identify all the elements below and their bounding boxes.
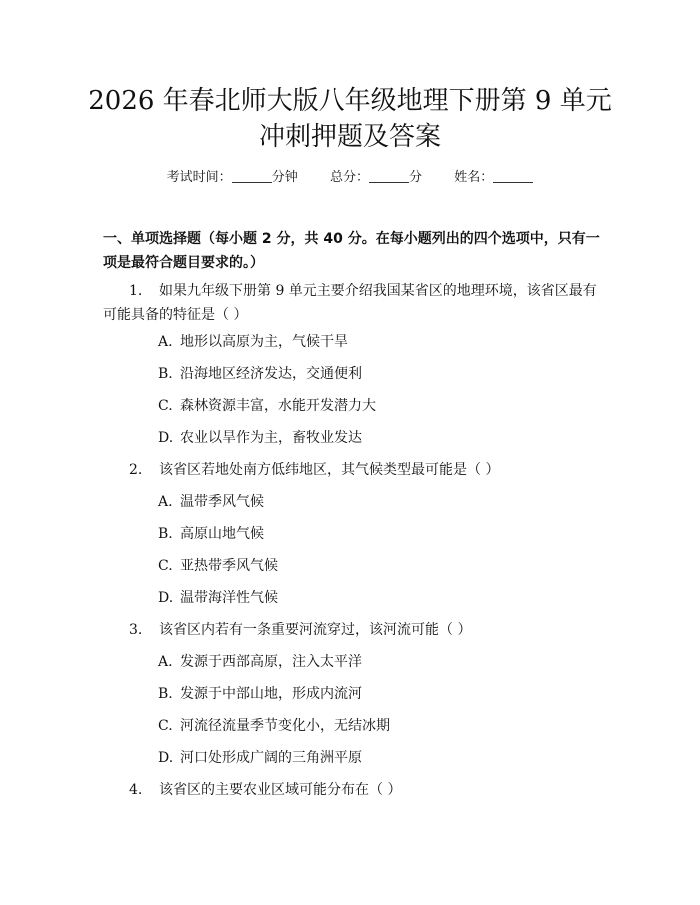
question-2-option-b <box>158 523 264 545</box>
score-unit: 分 <box>409 170 423 185</box>
option-letter: C. <box>158 558 173 574</box>
question-4 <box>103 778 603 802</box>
question-number: 2. <box>129 462 143 478</box>
time-label: 考试时间： <box>166 170 232 185</box>
option-text: 温带海洋性气候 <box>180 590 278 606</box>
question-2-option-d <box>158 587 278 609</box>
question-2 <box>103 458 603 482</box>
question-3-option-b <box>158 683 362 705</box>
option-text: 农业以旱作为主，畜牧业发达 <box>180 430 362 446</box>
option-text: 发源于中部山地，形成内流河 <box>180 686 362 702</box>
score-blank <box>369 168 409 183</box>
exam-meta <box>0 168 700 188</box>
question-text: 该省区的主要农业区域可能分布在（ ） <box>159 782 402 798</box>
question-number: 4. <box>129 782 143 798</box>
question-text: 该省区若地处南方低纬地区，其气候类型最可能是（ ） <box>159 462 500 478</box>
option-letter: C. <box>158 718 173 734</box>
question-2-option-c <box>158 555 278 577</box>
option-text: 亚热带季风气候 <box>180 558 278 574</box>
name-blank <box>493 168 533 183</box>
option-letter: B. <box>158 526 173 542</box>
option-text: 河口处形成广阔的三角洲平原 <box>180 750 362 766</box>
question-text: 如果九年级下册第 9 单元主要介绍我国某省区的地理环境，该省区最有可能具备的特征是（ ） <box>103 283 597 323</box>
page-title-line-2: 冲刺押题及答案 <box>258 122 441 152</box>
option-letter: A. <box>158 334 173 350</box>
option-text: 森林资源丰富，水能开发潜力大 <box>180 398 376 414</box>
option-letter: D. <box>158 590 174 606</box>
option-text: 高原山地气候 <box>180 526 264 542</box>
name-label: 姓名： <box>454 170 494 185</box>
time-unit: 分钟 <box>271 170 298 185</box>
option-text: 地形以高原为主，气候干旱 <box>180 334 348 350</box>
option-letter: B. <box>158 686 173 702</box>
question-3-option-d <box>158 747 362 769</box>
question-1-option-d <box>158 427 362 449</box>
time-blank <box>232 168 272 183</box>
option-letter: A. <box>158 494 173 510</box>
option-letter: C. <box>158 398 173 414</box>
option-letter: D. <box>158 430 174 446</box>
option-letter: D. <box>158 750 174 766</box>
option-text: 温带季风气候 <box>180 494 264 510</box>
question-1-option-a <box>158 331 348 353</box>
question-1-option-c <box>158 395 376 417</box>
option-text: 发源于西部高原，注入太平洋 <box>180 654 362 670</box>
question-1 <box>103 279 603 327</box>
option-letter: B. <box>158 366 173 382</box>
question-1-option-b <box>158 363 362 385</box>
question-3-option-c <box>158 715 390 737</box>
option-text: 河流径流量季节变化小，无结冰期 <box>180 718 390 734</box>
question-number: 1. <box>129 283 143 299</box>
question-3 <box>103 618 603 642</box>
score-label: 总分： <box>329 170 369 185</box>
option-text: 沿海地区经济发达，交通便利 <box>180 366 362 382</box>
option-letter: A. <box>158 654 173 670</box>
question-2-option-a <box>158 491 264 513</box>
page-title-line-1: 2026 年春北师大版八年级地理下册第 9 单元 <box>88 86 612 116</box>
section-heading: 一、单项选择题（每小题 2 分，共 40 分。在每小题列出的四个选项中，只有一项是最符合题目要求的。） <box>103 231 600 271</box>
question-3-option-a <box>158 651 362 673</box>
question-text: 该省区内若有一条重要河流穿过，该河流可能（ ） <box>159 622 472 638</box>
question-number: 3. <box>129 622 143 638</box>
